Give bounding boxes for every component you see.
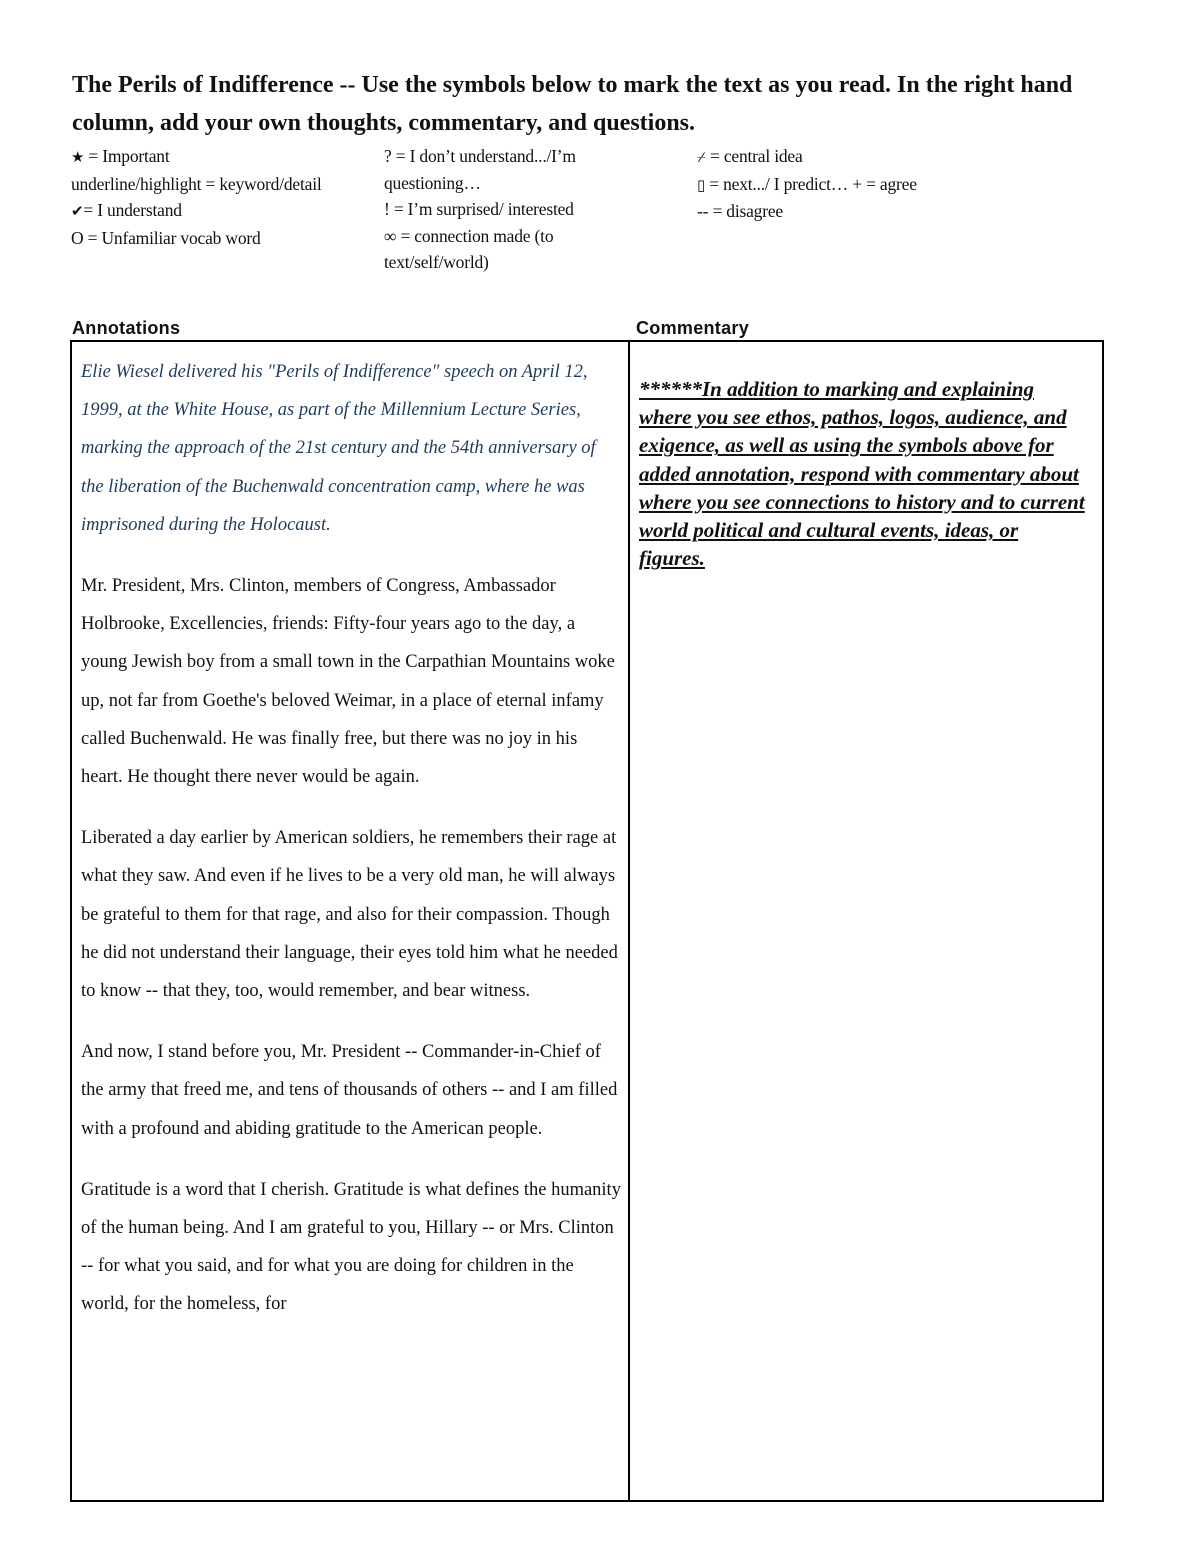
page-title: The Perils of Indifference -- Use the symbols below to mark the text as you read. In the right hand column, add your own thoughts, commentary, and questions. (72, 72, 1073, 136)
legend-item: ✔= I understand (71, 200, 182, 220)
speech-paragraph: Mr. President, Mrs. Clinton, members of Congress, Ambassador Holbrooke, Excellencies, friends: Fifty-four years ago to the day, a young Jewish boy from a small town in the Carpathian Mountains woke up, not far from Goethe's beloved Weimar, in a place of eternal infamy called Buchenwald. He was finally free, but there was no joy in his heart. He thought there never would be again. (81, 576, 615, 788)
speech-paragraph: Liberated a day earlier by American soldiers, he remembers their rage at what they saw. And even if he lives to be a very old man, he will always be grateful to them for that rage, and also for their compassion. Though he did not understand their language, their eyes told him what he needed to know -- that they, too, would remember, and bear witness. (81, 828, 618, 1002)
checkmark-icon: ✔ (71, 202, 84, 220)
annotations-column (81, 353, 621, 1347)
legend-column-2 (384, 143, 644, 276)
legend-item: O = Unfamiliar vocab word (71, 227, 261, 248)
circle-icon: O (71, 227, 84, 248)
central-idea-icon: ⌿ (697, 148, 706, 166)
legend-item: ★ = Important (71, 146, 170, 166)
commentary-header: Commentary (636, 318, 750, 338)
exclamation-icon: ! (384, 199, 390, 219)
intro-paragraph: Elie Wiesel delivered his "Perils of Indifference" speech on April 12, 1999, at the White House, as part of the Millennium Lecture Series, marking the approach of the 21st century and the 54th anniversary of the liberation of the Buchenwald concentration camp, where he was imprisoned during the Holocaust. (81, 362, 596, 535)
legend-item: ! = I’m surprised/ interested (384, 199, 574, 219)
question-icon: ? (384, 146, 392, 166)
column-divider (628, 342, 630, 1500)
annotation-table (70, 340, 1104, 1502)
legend-column-3 (697, 143, 987, 225)
legend-item: underline/highlight = keyword/detail (71, 173, 322, 194)
legend-item: ▯ = next.../ I predict… + = agree (697, 173, 917, 194)
annotations-header: Annotations (72, 318, 181, 338)
speech-paragraph: And now, I stand before you, Mr. President -- Commander-in-Chief of the army that freed me, and tens of thousands of others -- and I am filled with a profound and abiding gratitude to the American people. (81, 1042, 618, 1139)
legend-item: ? = I don’t understand.../I’m questioning… (384, 146, 576, 193)
infinity-icon: ∞ (384, 225, 397, 246)
box-icon: ▯ (697, 175, 706, 194)
speech-paragraph: Gratitude is a word that I cherish. Gratitude is what defines the humanity of the human being. And I am grateful to you, Hillary -- or Mrs. Clinton -- for what you said, and for what you are doing for children in the world, for the homeless, for (81, 1179, 621, 1315)
dash-icon: -- (697, 201, 709, 221)
legend-item: -- = disagree (697, 201, 783, 221)
legend-item: ⌿ = central idea (697, 146, 803, 166)
star-icon: ★ (71, 148, 85, 166)
legend-column-1 (71, 143, 371, 251)
legend-item: ∞ = connection made (to text/self/world) (384, 225, 554, 272)
commentary-instructions: ******In addition to marking and explaining where you see ethos, pathos, logos, audience, and exigence, as well as using the symbols above for added annotation, respond with commentary about where you see connections to history and to current world political and cultural events, ideas, or figures. (639, 377, 1085, 571)
